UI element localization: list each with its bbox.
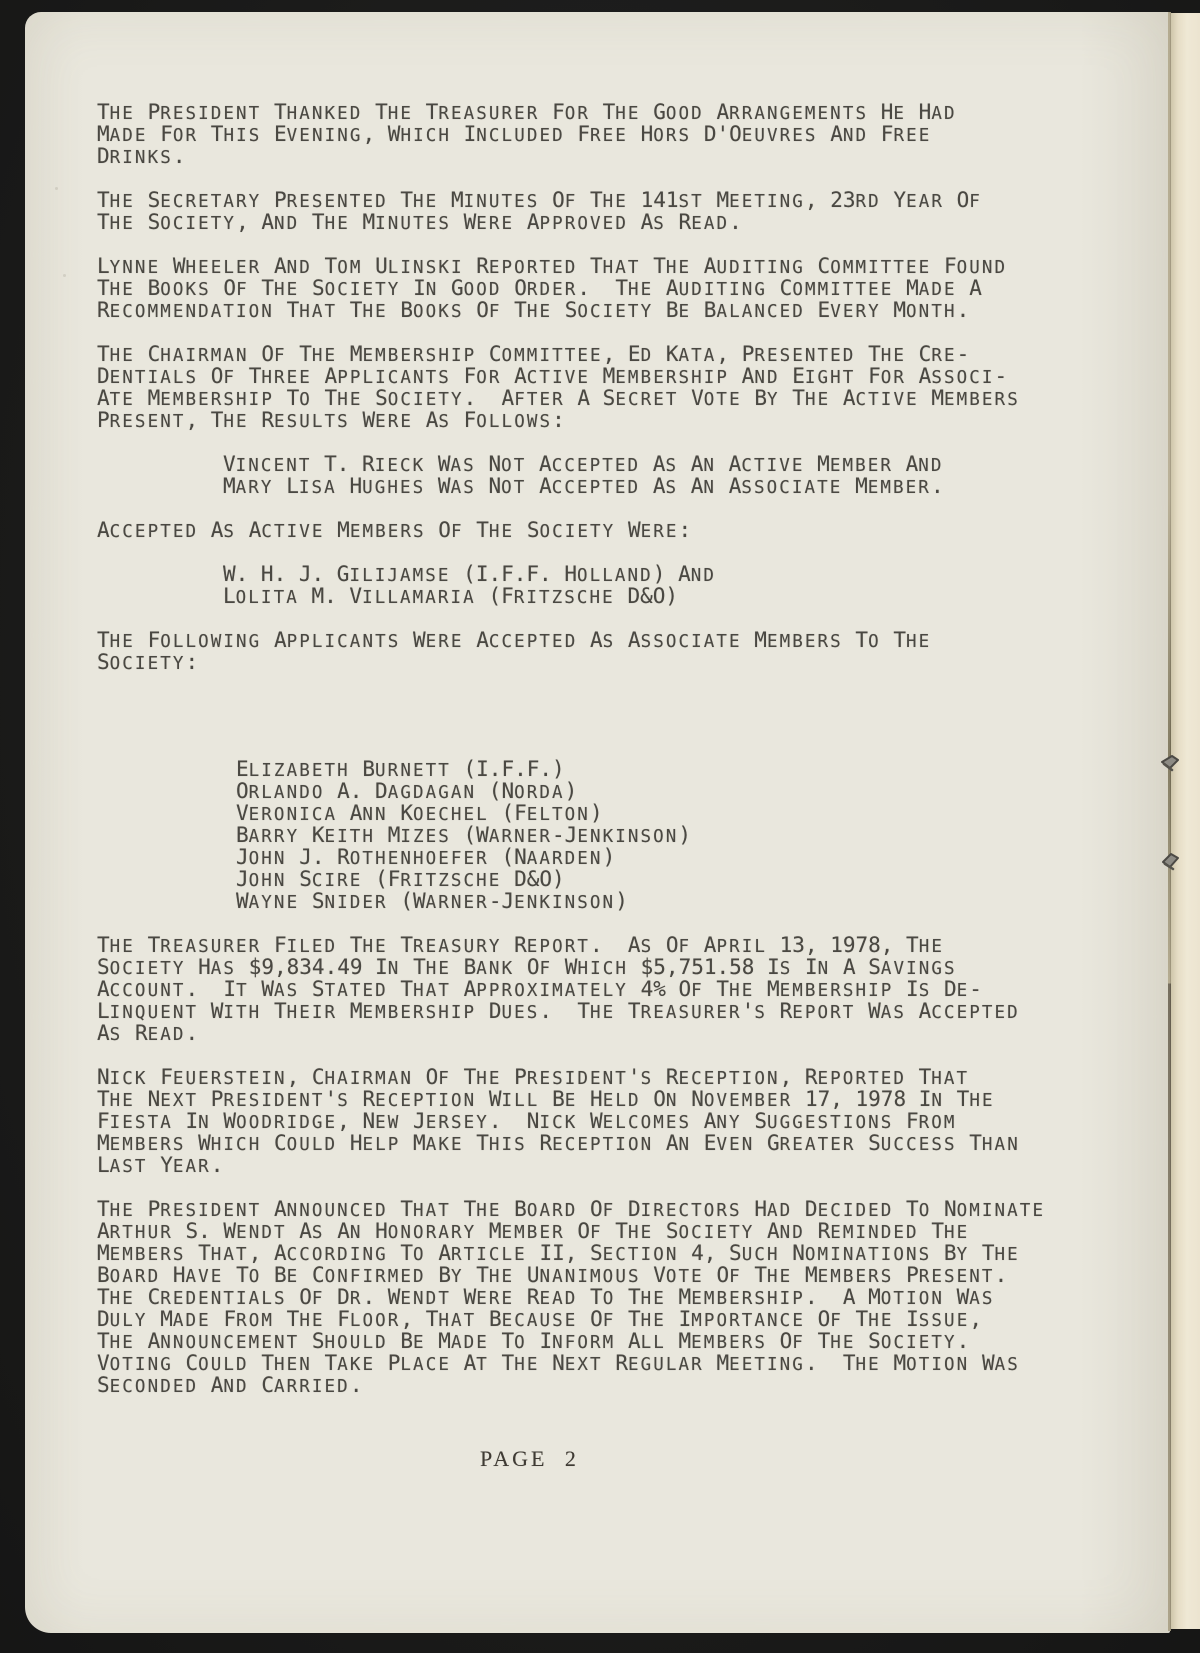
text-line: FIESTA IN WOODRIDGE, NEW JERSEY. NICK WELCOMES ANY SUGGESTIONS FROM <box>97 1109 957 1133</box>
text-line: THE PRESIDENT ANNOUNCED THAT THE BOARD OF DIRECTORS HAD DECIDED TO NOMINATE <box>97 1197 1046 1221</box>
adjacent-page-edge <box>1171 13 1200 1629</box>
text-line: THE SECRETARY PRESENTED THE MINUTES OF THE 141ST MEETING, 23RD YEAR OF <box>97 188 982 212</box>
text-line: THE NEXT PRESIDENT'S RECEPTION WILL BE HELD ON NOVEMBER 17, 1978 IN THE <box>97 1087 995 1111</box>
text-line: ACCOUNT. IT WAS STATED THAT APPROXIMATELY 4% OF THE MEMBERSHIP IS DE- <box>97 977 982 1001</box>
paragraph <box>97 629 1117 673</box>
text-line: W. H. J. GILIJAMSE (I.F.F. HOLLAND) AND <box>223 562 717 586</box>
text-line: BOARD HAVE TO BE CONFIRMED BY THE UNANIMOUS VOTE OF THE MEMBERS PRESENT. <box>97 1263 1008 1287</box>
text-line: BARRY KEITH MIZES (WARNER-JENKINSON) <box>236 823 692 847</box>
paragraph <box>97 189 1117 233</box>
text-line: SOCIETY: <box>97 650 199 674</box>
text-line: LAST YEAR. <box>97 1153 224 1177</box>
dust-speck <box>55 187 58 190</box>
text-line: LINQUENT WITH THEIR MEMBERSHIP DUES. THE TREASURER'S REPORT WAS ACCEPTED <box>97 999 1020 1023</box>
text-line: AS READ. <box>97 1021 199 1045</box>
paragraph <box>97 1198 1117 1396</box>
text-line: ATE MEMBERSHIP TO THE SOCIETY. AFTER A SECRET VOTE BY THE ACTIVE MEMBERS <box>97 386 1020 410</box>
text-line: WAYNE SNIDER (WARNER-JENKINSON) <box>236 889 628 913</box>
text-line: THE FOLLOWING APPLICANTS WERE ACCEPTED AS ASSOCIATE MEMBERS TO THE <box>97 628 932 652</box>
text-line: ORLANDO A. DAGDAGAN (NORDA) <box>236 779 578 803</box>
text-line: THE BOOKS OF THE SOCIETY IN GOOD ORDER. THE AUDITING COMMITTEE MADE A <box>97 276 982 300</box>
paragraph <box>97 255 1117 321</box>
paragraph <box>97 101 1117 167</box>
text-line: LYNNE WHEELER AND TOM ULINSKI REPORTED THAT THE AUDITING COMMITTEE FOUND <box>97 254 1008 278</box>
text-line: THE TREASURER FILED THE TREASURY REPORT. AS OF APRIL 13, 1978, THE <box>97 933 944 957</box>
indented <box>97 453 1117 497</box>
paragraph <box>97 934 1117 1044</box>
text-line: JOHN SCIRE (FRITZSCHE D&O) <box>236 867 565 891</box>
text-line: NICK FEUERSTEIN, CHAIRMAN OF THE PRESIDENT'S RECEPTION, REPORTED THAT <box>97 1065 970 1089</box>
document-text <box>97 101 1117 1418</box>
text-line: ARTHUR S. WENDT AS AN HONORARY MEMBER OF THE SOCIETY AND REMINDED THE <box>97 1219 970 1243</box>
text-line: DRINKS. <box>97 144 186 168</box>
text-line: VERONICA ANN KOECHEL (FELTON) <box>236 801 603 825</box>
text-line: DENTIALS OF THREE APPLICANTS FOR ACTIVE MEMBERSHIP AND EIGHT FOR ASSOCI- <box>97 364 1008 388</box>
paragraph <box>97 1066 1117 1176</box>
text-line: SOCIETY HAS $9,834.49 IN THE BANK OF WHICH $5,751.58 IS IN A SAVINGS <box>97 955 957 979</box>
page-number: PAGE 2 <box>480 1446 579 1471</box>
text-line: MARY LISA HUGHES WAS NOT ACCEPTED AS AN ASSOCIATE MEMBER. <box>223 474 944 498</box>
staple-icon <box>1158 748 1184 778</box>
text-line: DULY MADE FROM THE FLOOR, THAT BECAUSE OF THE IMPORTANCE OF THE ISSUE, <box>97 1307 982 1331</box>
text-line: VINCENT T. RIECK WAS NOT ACCEPTED AS AN ACTIVE MEMBER AND <box>223 452 944 476</box>
text-line: THE ANNOUNCEMENT SHOULD BE MADE TO INFORM ALL MEMBERS OF THE SOCIETY. <box>97 1329 970 1353</box>
text-line: MEMBERS THAT, ACCORDING TO ARTICLE II, SECTION 4, SUCH NOMINATIONS BY THE <box>97 1241 1020 1265</box>
text-line: LOLITA M. VILLAMARIA (FRITZSCHE D&O) <box>223 584 679 608</box>
text-line: SECONDED AND CARRIED. <box>97 1373 363 1397</box>
text-line: THE PRESIDENT THANKED THE TREASURER FOR THE GOOD ARRANGEMENTS HE HAD <box>97 100 957 124</box>
text-line: THE CHAIRMAN OF THE MEMBERSHIP COMMITTEE, ED KATA, PRESENTED THE CRE- <box>97 342 970 366</box>
paragraph <box>97 343 1117 431</box>
text-line: VOTING COULD THEN TAKE PLACE AT THE NEXT REGULAR MEETING. THE MOTION WAS <box>97 1351 1020 1375</box>
name-list <box>97 758 1117 912</box>
text-line: MEMBERS WHICH COULD HELP MAKE THIS RECEPTION AN EVEN GREATER SUCCESS THAN <box>97 1131 1020 1155</box>
text-line: RECOMMENDATION THAT THE BOOKS OF THE SOCIETY BE BALANCED EVERY MONTH. <box>97 298 970 322</box>
text-line: ACCEPTED AS ACTIVE MEMBERS OF THE SOCIETY WERE: <box>97 518 692 542</box>
text-line: THE CREDENTIALS OF DR. WENDT WERE READ TO THE MEMBERSHIP. A MOTION WAS <box>97 1285 995 1309</box>
text-line: ELIZABETH BURNETT (I.F.F.) <box>236 757 565 781</box>
scanned-page <box>25 12 1170 1633</box>
paragraph <box>97 519 1117 541</box>
indented <box>97 563 1117 607</box>
text-line: MADE FOR THIS EVENING, WHICH INCLUDED FREE HORS D'OEUVRES AND FREE <box>97 122 932 146</box>
text-line: THE SOCIETY, AND THE MINUTES WERE APPROVED AS READ. <box>97 210 742 234</box>
staple-icon <box>1158 844 1184 874</box>
binding-crease <box>1168 12 1171 1631</box>
text-line: PRESENT, THE RESULTS WERE AS FOLLOWS: <box>97 408 565 432</box>
text-line: JOHN J. ROTHENHOEFER (NAARDEN) <box>236 845 616 869</box>
dust-speck <box>63 274 66 277</box>
